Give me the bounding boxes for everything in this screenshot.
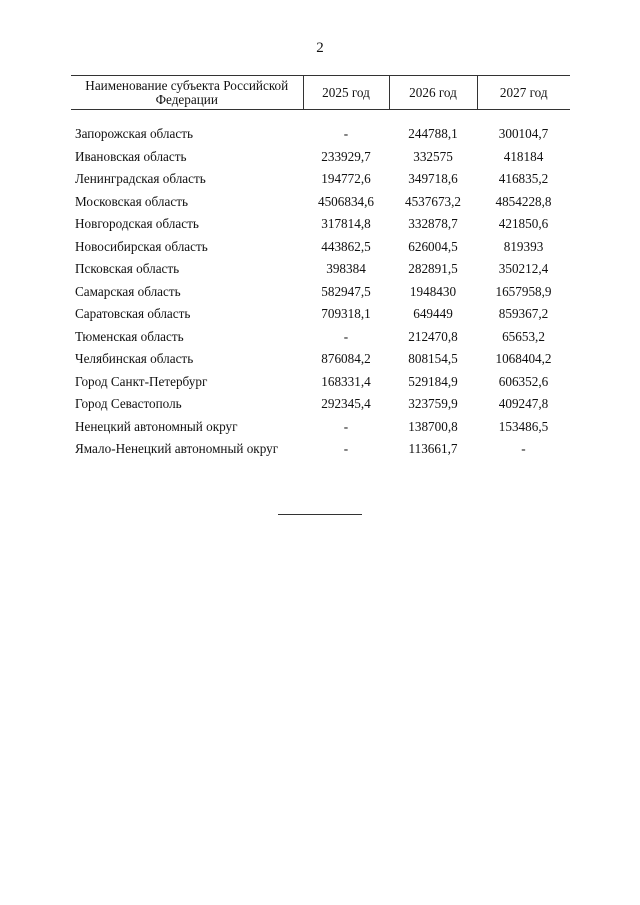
table-row	[71, 168, 570, 191]
value-2025-cell: -	[343, 418, 349, 434]
spacer-row	[71, 110, 570, 124]
table-header	[71, 76, 570, 110]
value-2026-cell: 212470,8	[408, 328, 458, 344]
value-2025-cell: 443862,5	[321, 238, 371, 254]
subject-name-cell: Тюменская область	[75, 328, 184, 344]
subject-name-cell: Самарская область	[75, 283, 181, 299]
value-2026-cell: 282891,5	[408, 261, 458, 276]
value-2025-cell: 194772,6	[321, 171, 371, 186]
value-2026-cell: 4537673,2	[404, 193, 462, 209]
table-row	[71, 416, 570, 439]
value-2025-cell: 292345,4	[321, 396, 371, 411]
value-2026-cell: 244788,1	[408, 126, 458, 141]
value-2026-cell: 349718,6	[408, 171, 458, 186]
subject-name-cell: Новгородская область	[75, 216, 199, 231]
value-2026-cell: 649449	[413, 306, 453, 321]
header-subject-name: Наименование субъекта Российской Федерации	[71, 76, 303, 110]
subject-name-cell: Город Санкт-Петербург	[75, 373, 208, 389]
value-2027-cell: 4854228,8	[495, 193, 552, 209]
subject-name-cell: Ивановская область	[75, 148, 187, 164]
subject-name-cell: Псковская область	[75, 261, 180, 276]
budget-table	[71, 75, 570, 461]
value-2025-cell: -	[343, 126, 349, 141]
table-row	[71, 281, 570, 304]
table-body	[71, 110, 570, 461]
header-year-2026: 2026 год	[389, 76, 477, 110]
value-2025-cell: -	[343, 328, 349, 344]
value-2027-cell: -	[521, 441, 526, 456]
page-number: 2	[316, 40, 324, 56]
end-divider-line	[278, 514, 362, 515]
header-year-2025: 2025 год	[303, 76, 389, 110]
subject-name-cell: Ямало-Ненецкий автономный округ	[75, 441, 279, 456]
subject-name-cell: Ленинградская область	[75, 171, 206, 186]
value-2027-cell: 350212,4	[498, 261, 549, 276]
value-2026-cell: 332575	[413, 148, 453, 164]
value-2027-cell: 65653,2	[502, 328, 545, 344]
value-2026-cell: 138700,8	[408, 418, 458, 434]
value-2027-cell: 416835,2	[498, 171, 549, 186]
table-row	[71, 236, 570, 259]
budget-table-container	[71, 75, 570, 461]
value-2026-cell: 1948430	[409, 283, 457, 299]
subject-name-cell: Ненецкий автономный округ	[75, 418, 238, 434]
value-2027-cell: 300104,7	[498, 126, 549, 141]
value-2025-cell: 876084,2	[321, 351, 371, 366]
value-2025-cell: 398384	[326, 261, 366, 276]
value-2026-cell: 529184,9	[408, 373, 458, 389]
value-2026-cell: 808154,5	[408, 351, 458, 366]
subject-name-cell: Челябинская область	[75, 351, 194, 366]
header-year-2027: 2027 год	[477, 76, 570, 110]
subject-name-cell: Саратовская область	[75, 306, 191, 321]
value-2026-cell: 113661,7	[408, 441, 458, 456]
value-2027-cell: 1068404,2	[495, 351, 552, 366]
value-2026-cell: 626004,5	[408, 238, 458, 254]
subject-name-cell: Новосибирская область	[75, 238, 208, 254]
value-2025-cell: 317814,8	[321, 216, 371, 231]
table-row	[71, 123, 570, 146]
value-2027-cell: 153486,5	[498, 418, 549, 434]
table-row	[71, 303, 570, 326]
value-2025-cell: 168331,4	[321, 373, 371, 389]
value-2027-cell: 409247,8	[498, 396, 549, 411]
table-row	[71, 146, 570, 169]
table-row	[71, 348, 570, 371]
subject-name-cell: Город Севастополь	[75, 396, 182, 411]
header-row	[71, 76, 570, 110]
value-2027-cell: 606352,6	[498, 373, 549, 389]
value-2025-cell: -	[343, 441, 349, 456]
subject-name-cell: Московская область	[75, 193, 188, 209]
value-2027-cell: 421850,6	[498, 216, 549, 231]
value-2025-cell: 4506834,6	[317, 193, 375, 209]
value-2026-cell: 332878,7	[408, 216, 458, 231]
table-row	[71, 371, 570, 394]
value-2027-cell: 859367,2	[498, 306, 549, 321]
table-row	[71, 438, 570, 461]
value-2025-cell: 709318,1	[321, 306, 371, 321]
value-2027-cell: 819393	[503, 238, 544, 254]
value-2025-cell: 233929,7	[321, 148, 371, 164]
value-2027-cell: 1657958,9	[495, 283, 552, 299]
subject-name-cell: Запорожская область	[75, 126, 193, 141]
table-row	[71, 213, 570, 236]
table-row	[71, 191, 570, 214]
value-2025-cell: 582947,5	[321, 283, 371, 299]
table-row	[71, 258, 570, 281]
table-row	[71, 393, 570, 416]
table-row	[71, 326, 570, 349]
value-2026-cell: 323759,9	[408, 396, 458, 411]
value-2027-cell: 418184	[503, 148, 544, 164]
